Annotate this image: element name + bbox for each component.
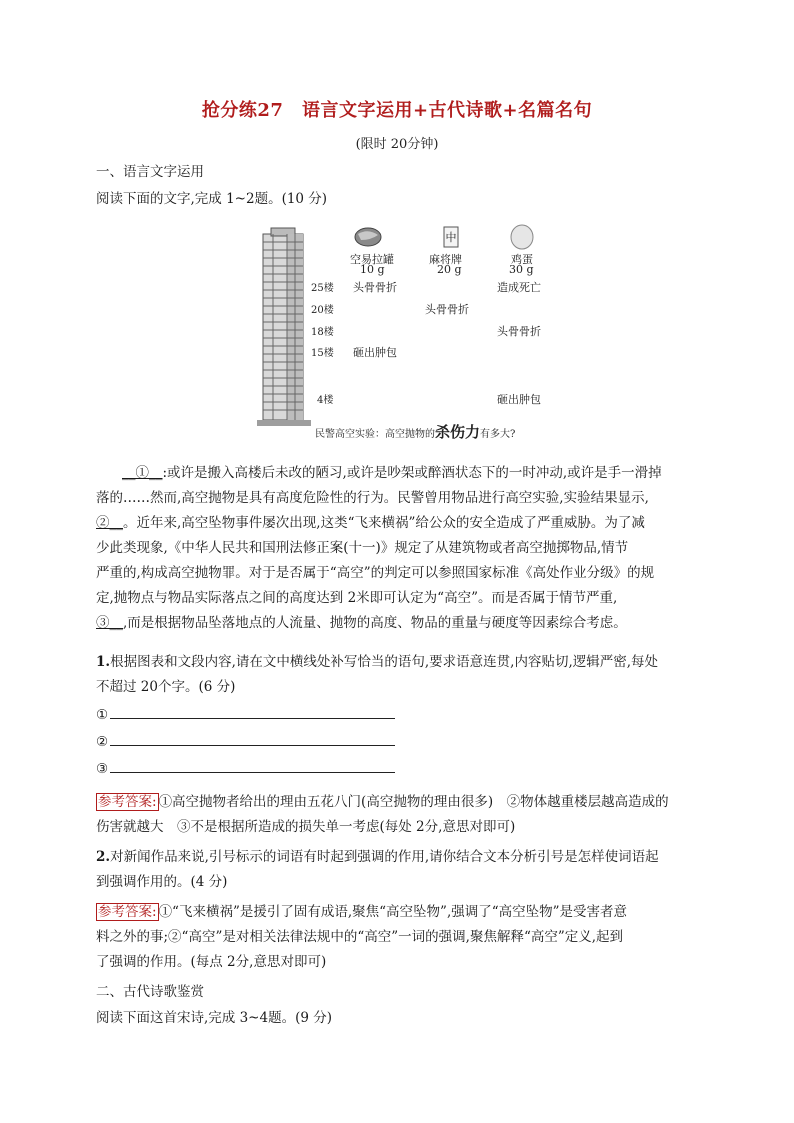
item-name-mahjong: 麻将牌 (429, 253, 462, 266)
passage-line: __①__:或许是搬入高楼后未改的陋习,或许是吵架或醉酒状态下的一时冲动,或许是手一滑掉 (122, 465, 662, 481)
item-weight-can: 10 g (360, 263, 385, 276)
section1-instruction: 阅读下面的文字,完成 1~2题。(10 分) (96, 191, 328, 207)
blank-3-marker: ③__ (96, 615, 123, 631)
floor-label: 25楼 (311, 283, 334, 294)
result-egg-18: 头骨骨折 (497, 325, 541, 338)
answer-blank-1[interactable]: ① (96, 706, 395, 723)
q1-answer-cont: 伤害就越大 ③不是根据所造成的损失单一考虑(每处 2分,意思对即可) (96, 819, 516, 835)
answer-tag: 参考答案: (98, 904, 157, 920)
result-egg-25: 造成死亡 (497, 281, 541, 294)
blank-2-marker: ②__ (96, 515, 123, 531)
egg-icon (509, 224, 535, 250)
result-egg-4: 砸出肿包 (497, 393, 541, 406)
section2-instruction: 阅读下面这首宋诗,完成 3~4题。(9 分) (96, 1010, 332, 1026)
time-limit-note: (限时 20分钟) (355, 137, 439, 152)
floor-label: 4楼 (317, 395, 334, 406)
q2-answer-cont: 了强调的作用。(每点 2分,意思对即可) (96, 954, 327, 970)
floor-label: 20楼 (311, 305, 334, 316)
answer-blank-2[interactable]: ② (96, 733, 395, 750)
passage-line: 严重的,构成高空抛物罪。对于是否属于“高空”的判定可以参照国家标准《高处作业分级》的规 (96, 565, 655, 581)
can-icon (353, 226, 383, 248)
blank-1-marker: __①__ (122, 465, 163, 481)
result-can-25: 头骨骨折 (353, 281, 397, 294)
result-mahjong-20: 头骨骨折 (425, 303, 469, 316)
passage-line: ③__,而是根据物品坠落地点的人流量、抛物的高度、物品的重量与硬度等因素综合考虑。 (96, 615, 627, 631)
floor-label: 18楼 (311, 327, 334, 338)
item-name-egg: 鸡蛋 (511, 253, 533, 266)
building-illustration (257, 226, 311, 428)
page-title: 抢分练27 语言文字运用+古代诗歌+名篇名句 (201, 100, 593, 121)
q1-answer: 参考答案: ①高空抛物者给出的理由五花八门(高空抛物的理由很多) ②物体越重楼层越高造成的 (98, 794, 669, 810)
question-1: 1.根据图表和文段内容,请在文中横线处补写恰当的语句,要求语意连贯,内容贴切,逻辑严密,每处 (96, 654, 659, 670)
figure-caption: 民警高空实验：高空抛物的杀伤力有多大? (315, 423, 516, 441)
item-weight-mahjong: 20 g (437, 263, 462, 276)
section2-heading: 二、古代诗歌鉴赏 (96, 984, 204, 1000)
passage-line: ②__。近年来,高空坠物事件屡次出现,这类“飞来横祸”给公众的安全造成了严重威胁。为了减 (96, 515, 645, 531)
svg-text:中: 中 (445, 231, 457, 244)
passage-line: 少此类现象,《中华人民共和国刑法修正案(十一)》规定了从建筑物或者高空抛掷物品,情节 (96, 540, 629, 556)
q2-answer-cont: 料之外的事;②“高空”是对相关法律法规中的“高空”一词的强调,聚焦解释“高空”定义,起到 (96, 929, 624, 945)
mahjong-tile-icon (443, 226, 459, 248)
result-can-15: 砸出肿包 (353, 346, 397, 359)
item-weight-egg: 30 g (509, 263, 534, 276)
question-2-cont: 到强调作用的。(4 分) (96, 874, 228, 890)
passage-line: 落的……然而,高空抛物是具有高度危险性的行为。民警曾用物品进行高空实验,实验结果显示, (96, 490, 649, 506)
falling-object-experiment-figure (257, 226, 557, 441)
question-2: 2.对新闻作品来说,引号标示的词语有时起到强调的作用,请你结合文本分析引号是怎样使词语起 (96, 849, 659, 865)
floor-label: 15楼 (311, 348, 334, 359)
passage-line: 定,抛物点与物品实际落点之间的高度达到 2米即可认定为“高空”。而是否属于情节严重, (96, 590, 618, 606)
section1-heading: 一、语言文字运用 (96, 164, 204, 180)
question-1-cont: 不超过 20个字。(6 分) (96, 679, 236, 695)
answer-tag: 参考答案: (98, 794, 157, 810)
q2-answer: 参考答案: ①“飞来横祸”是援引了固有成语,聚焦“高空坠物”,强调了“高空坠物”是受害者意 (98, 904, 628, 920)
item-name-can: 空易拉罐 (350, 253, 394, 266)
answer-blank-3[interactable]: ③ (96, 760, 395, 777)
